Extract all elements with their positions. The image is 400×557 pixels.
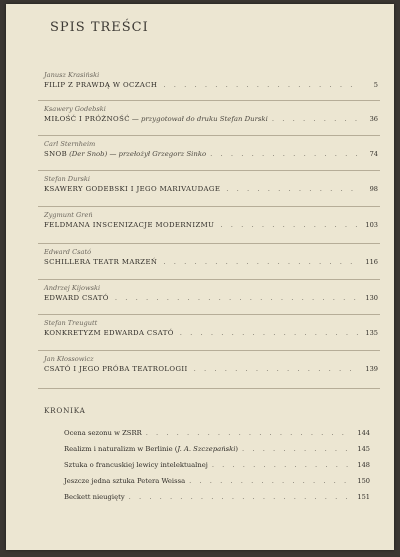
entry-title: MIŁOŚĆ I PRÓŻNOŚĆ bbox=[44, 115, 130, 123]
kronika-item-title: Beckett nieugięty bbox=[64, 493, 125, 501]
kronika-item-title: Realizm i naturalizm w Berlinie ( bbox=[64, 445, 178, 453]
divider bbox=[38, 243, 380, 244]
divider bbox=[38, 314, 380, 315]
entry-row bbox=[44, 364, 378, 374]
entry-page: 5 bbox=[373, 81, 378, 89]
leader-dots bbox=[163, 80, 360, 90]
entry-row bbox=[44, 184, 378, 194]
leader-dots bbox=[129, 492, 352, 503]
entry-page: 139 bbox=[365, 365, 378, 373]
leader-dots bbox=[226, 184, 360, 194]
kronika-item-title: Sztuka o francuskiej lewicy intelektualnej bbox=[64, 461, 208, 469]
entry-row bbox=[44, 328, 378, 338]
toc-entry bbox=[44, 247, 378, 267]
kronika-item bbox=[64, 460, 370, 471]
entry-author: Andrzej Kijowski bbox=[44, 284, 101, 292]
entry-page: 116 bbox=[365, 258, 378, 266]
page-title: SPIS TREŚCI bbox=[50, 20, 149, 35]
toc-entry bbox=[44, 210, 378, 230]
entry-author: Jan Kłossowicz bbox=[44, 355, 94, 363]
kronika-item-page: 150 bbox=[357, 477, 370, 485]
leader-dots bbox=[115, 293, 360, 303]
leader-dots bbox=[180, 328, 360, 338]
divider bbox=[38, 170, 380, 171]
entry-page: 135 bbox=[365, 329, 378, 337]
leader-dots bbox=[220, 220, 360, 230]
entry-title: FELDMANA INSCENIZACJE MODERNIZMU bbox=[44, 221, 215, 229]
leader-dots bbox=[194, 364, 360, 374]
divider bbox=[38, 206, 380, 207]
toc-entry bbox=[44, 139, 378, 159]
divider bbox=[38, 100, 380, 101]
document-page bbox=[6, 4, 394, 550]
entry-page: 74 bbox=[369, 150, 378, 158]
entry-title: SNOB bbox=[44, 150, 68, 158]
entry-author: Stefan Durski bbox=[44, 175, 90, 183]
divider bbox=[38, 350, 380, 351]
divider bbox=[38, 135, 380, 136]
entry-title: FILIP Z PRAWDĄ W OCZACH bbox=[44, 81, 158, 89]
kronika-item bbox=[64, 428, 370, 439]
leader-dots bbox=[163, 257, 360, 267]
toc-entry bbox=[44, 283, 378, 303]
entry-author: Zygmunt Greń bbox=[44, 211, 93, 219]
entry-author: Ksawery Godebski bbox=[44, 105, 106, 113]
entry-author: Carl Sternheim bbox=[44, 140, 96, 148]
entry-row bbox=[44, 220, 378, 230]
kronika-item-title: Jeszcze jedna sztuka Petera Weissa bbox=[64, 477, 186, 485]
kronika-item-title: Ocena sezonu w ZSRR bbox=[64, 429, 142, 437]
entry-row bbox=[44, 114, 378, 124]
entry-page: 98 bbox=[369, 185, 378, 193]
entry-title: SCHILLERA TEATR MARZEŃ bbox=[44, 258, 158, 266]
leader-dots bbox=[212, 460, 352, 471]
toc-entry bbox=[44, 354, 378, 374]
leader-dots bbox=[272, 114, 360, 124]
divider bbox=[38, 279, 380, 280]
entry-row bbox=[44, 80, 378, 90]
leader-dots bbox=[210, 149, 360, 159]
toc-entry bbox=[44, 174, 378, 194]
kronika-item-page: 145 bbox=[357, 445, 370, 453]
entry-author: Janusz Krasiński bbox=[44, 71, 100, 79]
entry-row bbox=[44, 293, 378, 303]
kronika-item-close: ) bbox=[235, 445, 239, 453]
leader-dots bbox=[189, 476, 352, 487]
entry-page: 130 bbox=[365, 294, 378, 302]
entry-page: 36 bbox=[369, 115, 378, 123]
entry-subtitle: — przygotował do druku Stefan Durski bbox=[131, 115, 268, 123]
kronika-item-page: 151 bbox=[357, 493, 370, 501]
kronika-item-page: 148 bbox=[357, 461, 370, 469]
kronika-item-page: 144 bbox=[357, 429, 370, 437]
entry-row bbox=[44, 257, 378, 267]
entry-title: CSATÓ I JEGO PRÓBA TEATROLOGII bbox=[44, 365, 188, 373]
entry-page: 103 bbox=[365, 221, 378, 229]
leader-dots bbox=[242, 444, 352, 455]
entry-subtitle: (Der Snob) — przełożył Grzegorz Sinko bbox=[69, 150, 207, 158]
leader-dots bbox=[146, 428, 352, 439]
divider bbox=[38, 388, 380, 389]
entry-title: KONKRETYZM EDWARDA CSATÓ bbox=[44, 329, 174, 337]
entry-author: Stefan Treugutt bbox=[44, 319, 98, 327]
entry-author: Edward Csató bbox=[44, 248, 92, 256]
kronika-item-author: J. A. Szczepański bbox=[177, 445, 236, 453]
section-heading-kronika: KRONIKA bbox=[44, 406, 86, 415]
entry-row bbox=[44, 149, 378, 159]
toc-entry bbox=[44, 318, 378, 338]
toc-entry bbox=[44, 70, 378, 90]
entry-title: EDWARD CSATÓ bbox=[44, 294, 109, 302]
kronika-item bbox=[64, 476, 370, 487]
kronika-item bbox=[64, 444, 370, 455]
entry-title: KSAWERY GODEBSKI I JEGO MARIVAUDAGE bbox=[44, 185, 221, 193]
toc-entry bbox=[44, 104, 378, 124]
kronika-item bbox=[64, 492, 370, 503]
